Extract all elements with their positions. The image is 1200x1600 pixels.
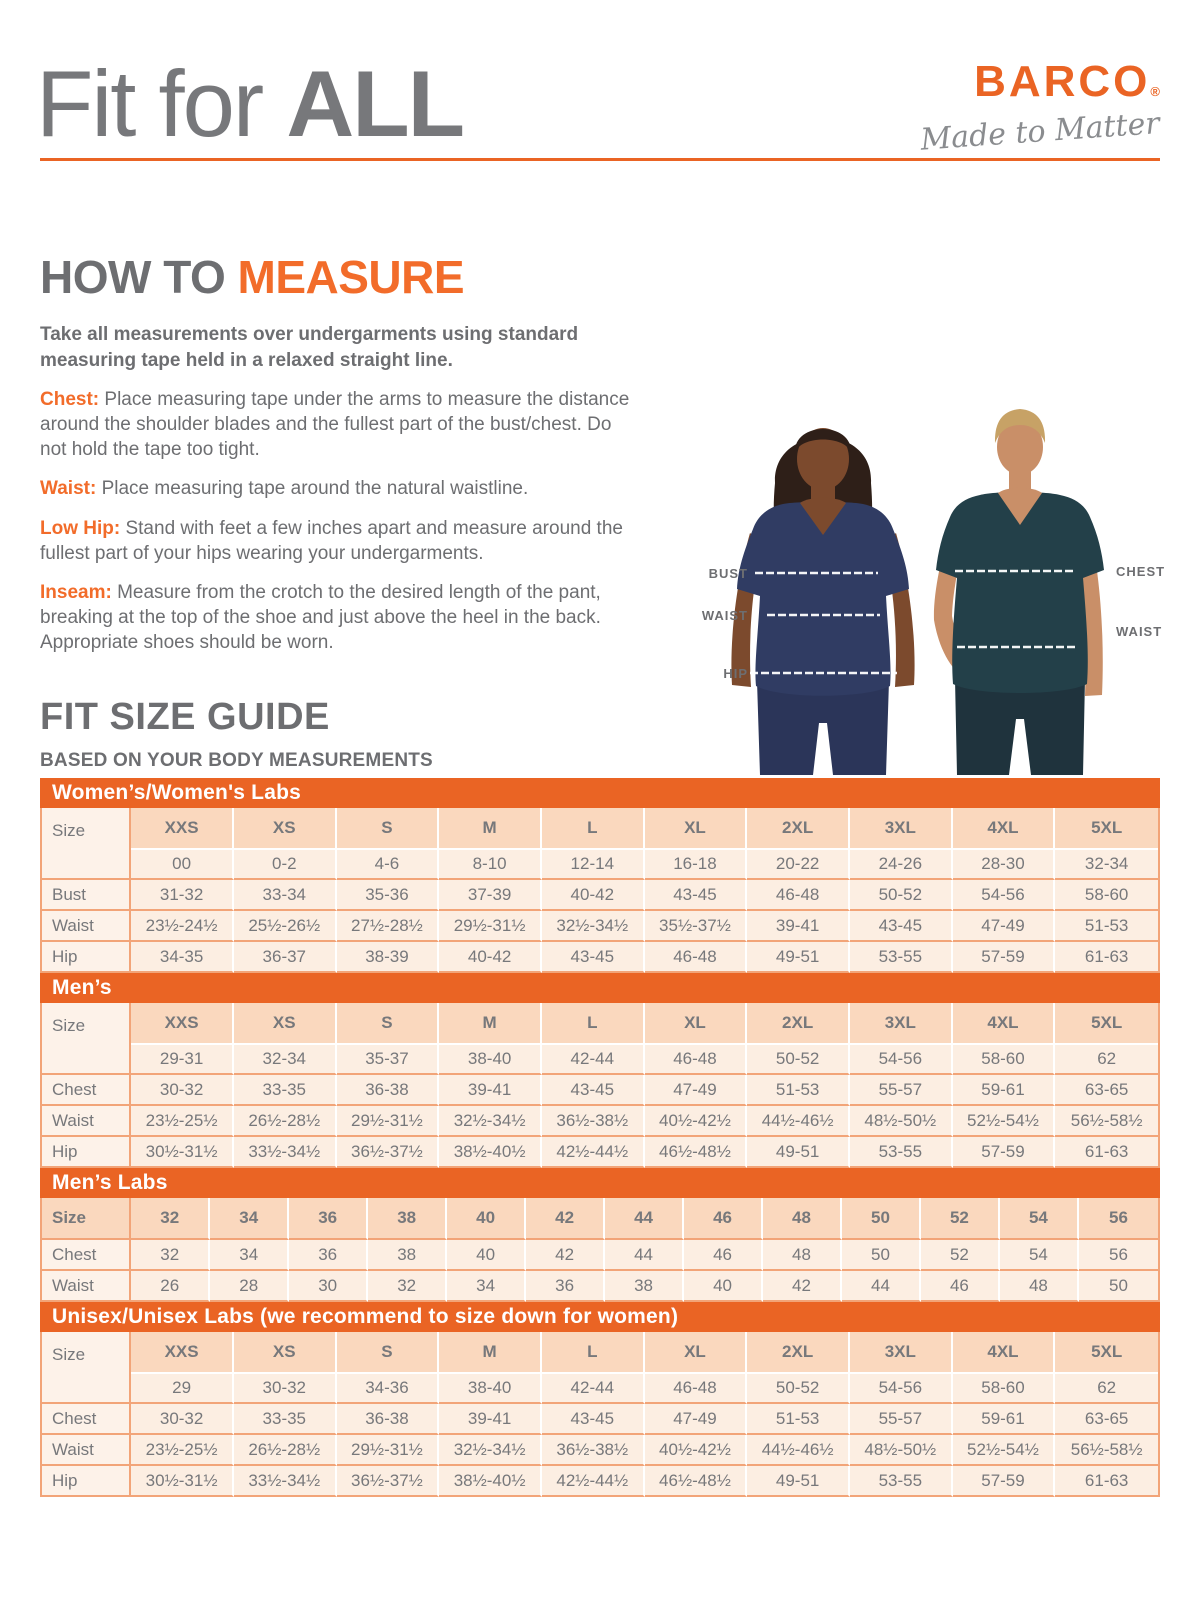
- table-cell: 59-61: [953, 1404, 1056, 1435]
- measure-item: Inseam: Measure from the crotch to the desired length of the pant, breaking at the top of the shoe and just above the heel in the back. Appropriate shoes should be worn.: [40, 582, 601, 653]
- table-cell: 38-40: [439, 1374, 542, 1404]
- table-cell: 62: [1055, 1045, 1158, 1075]
- table-cell: 36½-38½: [542, 1106, 645, 1137]
- column-header-cell: XL: [645, 808, 748, 850]
- table-cell: 49-51: [747, 1137, 850, 1168]
- table-cell: 29½-31½: [337, 1435, 440, 1466]
- table-cell: 54-56: [850, 1045, 953, 1075]
- table-cell: 42-44: [542, 1045, 645, 1075]
- row-label-cell: Hip: [42, 1466, 131, 1497]
- table-cell: 32: [131, 1240, 210, 1271]
- table-cell: 12-14: [542, 850, 645, 880]
- table-cell: 47-49: [953, 911, 1056, 942]
- table-cell: 48½-50½: [850, 1435, 953, 1466]
- table-cell: 36-38: [337, 1075, 440, 1106]
- table-cell: 40½-42½: [645, 1435, 748, 1466]
- column-header-cell: XL: [645, 1332, 748, 1374]
- table-cell: 57-59: [953, 1466, 1056, 1497]
- row-label-cell: Size: [42, 1332, 131, 1404]
- chest-label: CHEST: [1116, 564, 1166, 579]
- table-cell: 32½-34½: [439, 1106, 542, 1137]
- table-cell: 50: [842, 1240, 921, 1271]
- table-cell: 46-48: [747, 880, 850, 911]
- table-cell: 33-34: [234, 880, 337, 911]
- table-cell: 46: [684, 1240, 763, 1271]
- table-cell: 43-45: [850, 911, 953, 942]
- table-cell: 32-34: [234, 1045, 337, 1075]
- table-cell: 30½-31½: [131, 1137, 234, 1168]
- table-cell: 39-41: [439, 1075, 542, 1106]
- table-cell: 30-32: [234, 1374, 337, 1404]
- table-cell: 24-26: [850, 850, 953, 880]
- table-cell: 40-42: [439, 942, 542, 973]
- measure-item-label: Chest:: [40, 389, 100, 411]
- table-cell: 38-39: [337, 942, 440, 973]
- table-cell: 40: [447, 1240, 526, 1271]
- column-header-cell: XXS: [131, 1003, 234, 1045]
- table-row: [42, 1435, 1158, 1466]
- column-header-cell: 2XL: [747, 808, 850, 850]
- table-cell: 28: [210, 1271, 289, 1302]
- table-cell: 42-44: [542, 1374, 645, 1404]
- table-cell: 8-10: [439, 850, 542, 880]
- table-cell: 61-63: [1055, 942, 1158, 973]
- column-header-cell: S: [337, 808, 440, 850]
- table-cell: 44½-46½: [747, 1106, 850, 1137]
- column-header-cell: 2XL: [747, 1003, 850, 1045]
- table-cell: 38½-40½: [439, 1137, 542, 1168]
- table-cell: 52½-54½: [953, 1106, 1056, 1137]
- table-cell: 38: [368, 1240, 447, 1271]
- table-cell: 35-36: [337, 880, 440, 911]
- table-cell: 62: [1055, 1374, 1158, 1404]
- table-cell: 33½-34½: [234, 1466, 337, 1497]
- table-cell: 47-49: [645, 1075, 748, 1106]
- table-row: [42, 1404, 1158, 1435]
- column-header-cell: 4XL: [953, 808, 1056, 850]
- table-cell: 54-56: [850, 1374, 953, 1404]
- size-table: [40, 808, 1160, 973]
- table-row: [42, 942, 1158, 973]
- column-header-cell: 56: [1079, 1198, 1158, 1240]
- table-cell: 30: [289, 1271, 368, 1302]
- column-header-cell: S: [337, 1003, 440, 1045]
- table-cell: 39-41: [747, 911, 850, 942]
- column-header-cell: XXS: [131, 808, 234, 850]
- table-cell: 26: [131, 1271, 210, 1302]
- table-row: [42, 911, 1158, 942]
- column-header-cell: 42: [526, 1198, 605, 1240]
- column-header-cell: 50: [842, 1198, 921, 1240]
- table-row: [42, 1106, 1158, 1137]
- column-header-cell: 5XL: [1055, 1003, 1158, 1045]
- table-cell: 56½-58½: [1055, 1106, 1158, 1137]
- table-cell: 53-55: [850, 1466, 953, 1497]
- measure-item-label: Inseam:: [40, 582, 112, 604]
- row-label-cell: Size: [42, 1198, 131, 1240]
- table-cell: 48: [1000, 1271, 1079, 1302]
- table-cell: 23½-25½: [131, 1106, 234, 1137]
- table-cell: 42: [526, 1240, 605, 1271]
- column-header-cell: 34: [210, 1198, 289, 1240]
- row-label-cell: Chest: [42, 1240, 131, 1271]
- table-cell: 51-53: [1055, 911, 1158, 942]
- table-cell: 38½-40½: [439, 1466, 542, 1497]
- brand-tagline: Made to Matter: [919, 106, 1162, 158]
- brand-wordmark: BARCO®: [974, 57, 1160, 106]
- table-cell: 37-39: [439, 880, 542, 911]
- table-cell: 54-56: [953, 880, 1056, 911]
- table-cell: 36½-37½: [337, 1466, 440, 1497]
- table-cell: 23½-24½: [131, 911, 234, 942]
- column-header-cell: 46: [684, 1198, 763, 1240]
- woman-figure: [731, 428, 914, 775]
- table-row: [42, 1271, 1158, 1302]
- table-row: [42, 880, 1158, 911]
- row-label-cell: Chest: [42, 1075, 131, 1106]
- column-header-cell: XS: [234, 1332, 337, 1374]
- table-cell: 27½-28½: [337, 911, 440, 942]
- table-cell: 46½-48½: [645, 1137, 748, 1168]
- table-cell: 36-38: [337, 1404, 440, 1435]
- table-row: [42, 1075, 1158, 1106]
- table-row: [42, 1240, 1158, 1271]
- bust-label: BUST: [708, 566, 748, 581]
- table-cell: 43-45: [542, 942, 645, 973]
- how-to-measure-section: [40, 250, 632, 655]
- table-cell: 26½-28½: [234, 1435, 337, 1466]
- table-cell: 40-42: [542, 880, 645, 911]
- row-label-cell: Chest: [42, 1404, 131, 1435]
- column-header-cell: 54: [1000, 1198, 1079, 1240]
- table-cell: 49-51: [747, 1466, 850, 1497]
- table-cell: 26½-28½: [234, 1106, 337, 1137]
- table-cell: 49-51: [747, 942, 850, 973]
- size-tables: [40, 778, 1160, 1497]
- table-cell: 43-45: [542, 1075, 645, 1106]
- table-cell: 29½-31½: [439, 911, 542, 942]
- table-cell: 34-36: [337, 1374, 440, 1404]
- row-label-cell: Waist: [42, 1271, 131, 1302]
- size-table-banner: Men’s Labs: [40, 1168, 1160, 1198]
- table-cell: 43-45: [542, 1404, 645, 1435]
- table-cell: 42½-44½: [542, 1137, 645, 1168]
- waist-label-left: WAIST: [701, 608, 748, 623]
- measure-item-label: Low Hip:: [40, 518, 121, 540]
- table-cell: 29-31: [131, 1045, 234, 1075]
- table-cell: 36-37: [234, 942, 337, 973]
- row-label-cell: Size: [42, 1003, 131, 1075]
- column-header-cell: 38: [368, 1198, 447, 1240]
- hip-label: HIP: [723, 666, 748, 681]
- row-label-cell: Waist: [42, 911, 131, 942]
- column-header-cell: 2XL: [747, 1332, 850, 1374]
- table-cell: 55-57: [850, 1075, 953, 1106]
- column-header-cell: XS: [234, 1003, 337, 1045]
- column-header-cell: 3XL: [850, 808, 953, 850]
- table-cell: 61-63: [1055, 1137, 1158, 1168]
- measure-instruction-list: [40, 388, 632, 655]
- column-header-cell: 48: [763, 1198, 842, 1240]
- row-label-cell: Bust: [42, 880, 131, 911]
- column-header-cell: 40: [447, 1198, 526, 1240]
- column-header-cell: 44: [605, 1198, 684, 1240]
- table-cell: 30-32: [131, 1404, 234, 1435]
- row-label-cell: Hip: [42, 1137, 131, 1168]
- table-cell: 48: [763, 1240, 842, 1271]
- divider-rule: [40, 158, 1160, 161]
- table-cell: 38-40: [439, 1045, 542, 1075]
- table-cell: 30-32: [131, 1075, 234, 1106]
- column-header-cell: XL: [645, 1003, 748, 1045]
- table-cell: 44: [842, 1271, 921, 1302]
- table-cell: 59-61: [953, 1075, 1056, 1106]
- size-guide-heading-block: [40, 696, 433, 772]
- row-label-cell: Size: [42, 808, 131, 880]
- measure-item-label: Waist:: [40, 478, 97, 500]
- column-header-cell: M: [439, 1332, 542, 1374]
- table-cell: 46-48: [645, 942, 748, 973]
- table-cell: 34: [210, 1240, 289, 1271]
- measure-intro: Take all measurements over undergarments using standard measuring tape held in a relaxed straight line.: [40, 324, 579, 371]
- page-title: [36, 50, 463, 158]
- table-cell: 48½-50½: [850, 1106, 953, 1137]
- table-cell: 31-32: [131, 880, 234, 911]
- registered-mark-icon: ®: [1150, 84, 1160, 99]
- table-cell: 44: [605, 1240, 684, 1271]
- measure-item: Chest: Place measuring tape under the arms to measure the distance around the shoulder blades and the fullest part of the bust/chest. Do not hold the tape too tight.: [40, 389, 630, 460]
- table-cell: 46½-48½: [645, 1466, 748, 1497]
- table-cell: 28-30: [953, 850, 1056, 880]
- table-cell: 40: [684, 1271, 763, 1302]
- table-cell: 46: [921, 1271, 1000, 1302]
- table-cell: 33½-34½: [234, 1137, 337, 1168]
- measure-item: Low Hip: Stand with feet a few inches apart and measure around the fullest part of your hips wearing your undergarments.: [40, 518, 623, 564]
- table-cell: 46-48: [645, 1045, 748, 1075]
- row-label-cell: Waist: [42, 1106, 131, 1137]
- page-title-light: Fit for: [36, 51, 287, 156]
- table-cell: 16-18: [645, 850, 748, 880]
- table-cell: 63-65: [1055, 1075, 1158, 1106]
- column-header-cell: 3XL: [850, 1003, 953, 1045]
- table-cell: 39-41: [439, 1404, 542, 1435]
- waist-label-right: WAIST: [1116, 624, 1163, 639]
- row-label-cell: Waist: [42, 1435, 131, 1466]
- table-cell: 61-63: [1055, 1466, 1158, 1497]
- table-cell: 34-35: [131, 942, 234, 973]
- column-header-cell: L: [542, 808, 645, 850]
- table-cell: 50-52: [747, 1045, 850, 1075]
- table-cell: 47-49: [645, 1404, 748, 1435]
- size-table-banner: Unisex/Unisex Labs (we recommend to size down for women): [40, 1302, 1160, 1332]
- size-table-banner: Women’s/Women's Labs: [40, 778, 1160, 808]
- size-guide-title: FIT SIZE GUIDE: [40, 696, 330, 738]
- table-cell: 56: [1079, 1240, 1158, 1271]
- models-illustration: [650, 383, 1200, 775]
- column-header-cell: M: [439, 808, 542, 850]
- brand-logo: [919, 57, 1162, 158]
- table-cell: 46-48: [645, 1374, 748, 1404]
- column-header-cell: S: [337, 1332, 440, 1374]
- table-cell: 40½-42½: [645, 1106, 748, 1137]
- table-cell: 51-53: [747, 1075, 850, 1106]
- column-header-cell: 32: [131, 1198, 210, 1240]
- table-cell: 51-53: [747, 1404, 850, 1435]
- table-cell: 57-59: [953, 1137, 1056, 1168]
- column-header-cell: 3XL: [850, 1332, 953, 1374]
- column-header-cell: XS: [234, 808, 337, 850]
- table-cell: 50-52: [747, 1374, 850, 1404]
- table-cell: 0-2: [234, 850, 337, 880]
- table-cell: 57-59: [953, 942, 1056, 973]
- table-cell: 20-22: [747, 850, 850, 880]
- table-cell: 56½-58½: [1055, 1435, 1158, 1466]
- how-to-measure-title-accent: MEASURE: [237, 251, 465, 303]
- column-header-cell: 52: [921, 1198, 1000, 1240]
- table-cell: 29: [131, 1374, 234, 1404]
- man-figure: [934, 409, 1104, 775]
- table-cell: 52½-54½: [953, 1435, 1056, 1466]
- table-cell: 36: [526, 1271, 605, 1302]
- table-cell: 52: [921, 1240, 1000, 1271]
- table-cell: 23½-25½: [131, 1435, 234, 1466]
- table-cell: 53-55: [850, 942, 953, 973]
- table-cell: 53-55: [850, 1137, 953, 1168]
- table-cell: 25½-26½: [234, 911, 337, 942]
- column-header-cell: L: [542, 1332, 645, 1374]
- table-row: [42, 1466, 1158, 1497]
- table-cell: 29½-31½: [337, 1106, 440, 1137]
- table-cell: 58-60: [1055, 880, 1158, 911]
- column-header-cell: 4XL: [953, 1003, 1056, 1045]
- table-cell: 32-34: [1055, 850, 1158, 880]
- table-cell: 36½-37½: [337, 1137, 440, 1168]
- table-cell: 33-35: [234, 1404, 337, 1435]
- size-table: [40, 1332, 1160, 1497]
- how-to-measure-title: HOW TO MEASURE: [40, 251, 465, 303]
- table-cell: 32½-34½: [542, 911, 645, 942]
- column-header-cell: M: [439, 1003, 542, 1045]
- man-pants: [955, 679, 1085, 775]
- table-cell: 55-57: [850, 1404, 953, 1435]
- table-cell: 50: [1079, 1271, 1158, 1302]
- column-header-cell: 36: [289, 1198, 368, 1240]
- table-cell: 58-60: [953, 1374, 1056, 1404]
- column-header-cell: 5XL: [1055, 808, 1158, 850]
- table-cell: 36: [289, 1240, 368, 1271]
- column-header-cell: 5XL: [1055, 1332, 1158, 1374]
- size-table: [40, 1198, 1160, 1302]
- table-cell: 36½-38½: [542, 1435, 645, 1466]
- table-cell: 42½-44½: [542, 1466, 645, 1497]
- measure-item: Waist: Place measuring tape around the natural waistline.: [40, 478, 529, 500]
- column-header-cell: XXS: [131, 1332, 234, 1374]
- page-title-bold: ALL: [286, 51, 464, 156]
- column-header-cell: 4XL: [953, 1332, 1056, 1374]
- table-cell: 58-60: [953, 1045, 1056, 1075]
- table-cell: 30½-31½: [131, 1466, 234, 1497]
- table-cell: 34: [447, 1271, 526, 1302]
- table-row: [42, 1137, 1158, 1168]
- table-cell: 50-52: [850, 880, 953, 911]
- table-cell: 35½-37½: [645, 911, 748, 942]
- table-cell: 42: [763, 1271, 842, 1302]
- row-label-cell: Hip: [42, 942, 131, 973]
- table-cell: 44½-46½: [747, 1435, 850, 1466]
- table-cell: 32½-34½: [439, 1435, 542, 1466]
- table-cell: 32: [368, 1271, 447, 1302]
- models-photo: [650, 383, 1200, 775]
- table-cell: 43-45: [645, 880, 748, 911]
- table-cell: 63-65: [1055, 1404, 1158, 1435]
- size-table: [40, 1003, 1160, 1168]
- table-cell: 33-35: [234, 1075, 337, 1106]
- table-cell: 35-37: [337, 1045, 440, 1075]
- column-header-cell: L: [542, 1003, 645, 1045]
- table-cell: 00: [131, 850, 234, 880]
- table-cell: 4-6: [337, 850, 440, 880]
- size-table-banner: Men’s: [40, 973, 1160, 1003]
- table-cell: 38: [605, 1271, 684, 1302]
- size-guide-subtitle: BASED ON YOUR BODY MEASUREMENTS: [40, 750, 433, 771]
- table-cell: 54: [1000, 1240, 1079, 1271]
